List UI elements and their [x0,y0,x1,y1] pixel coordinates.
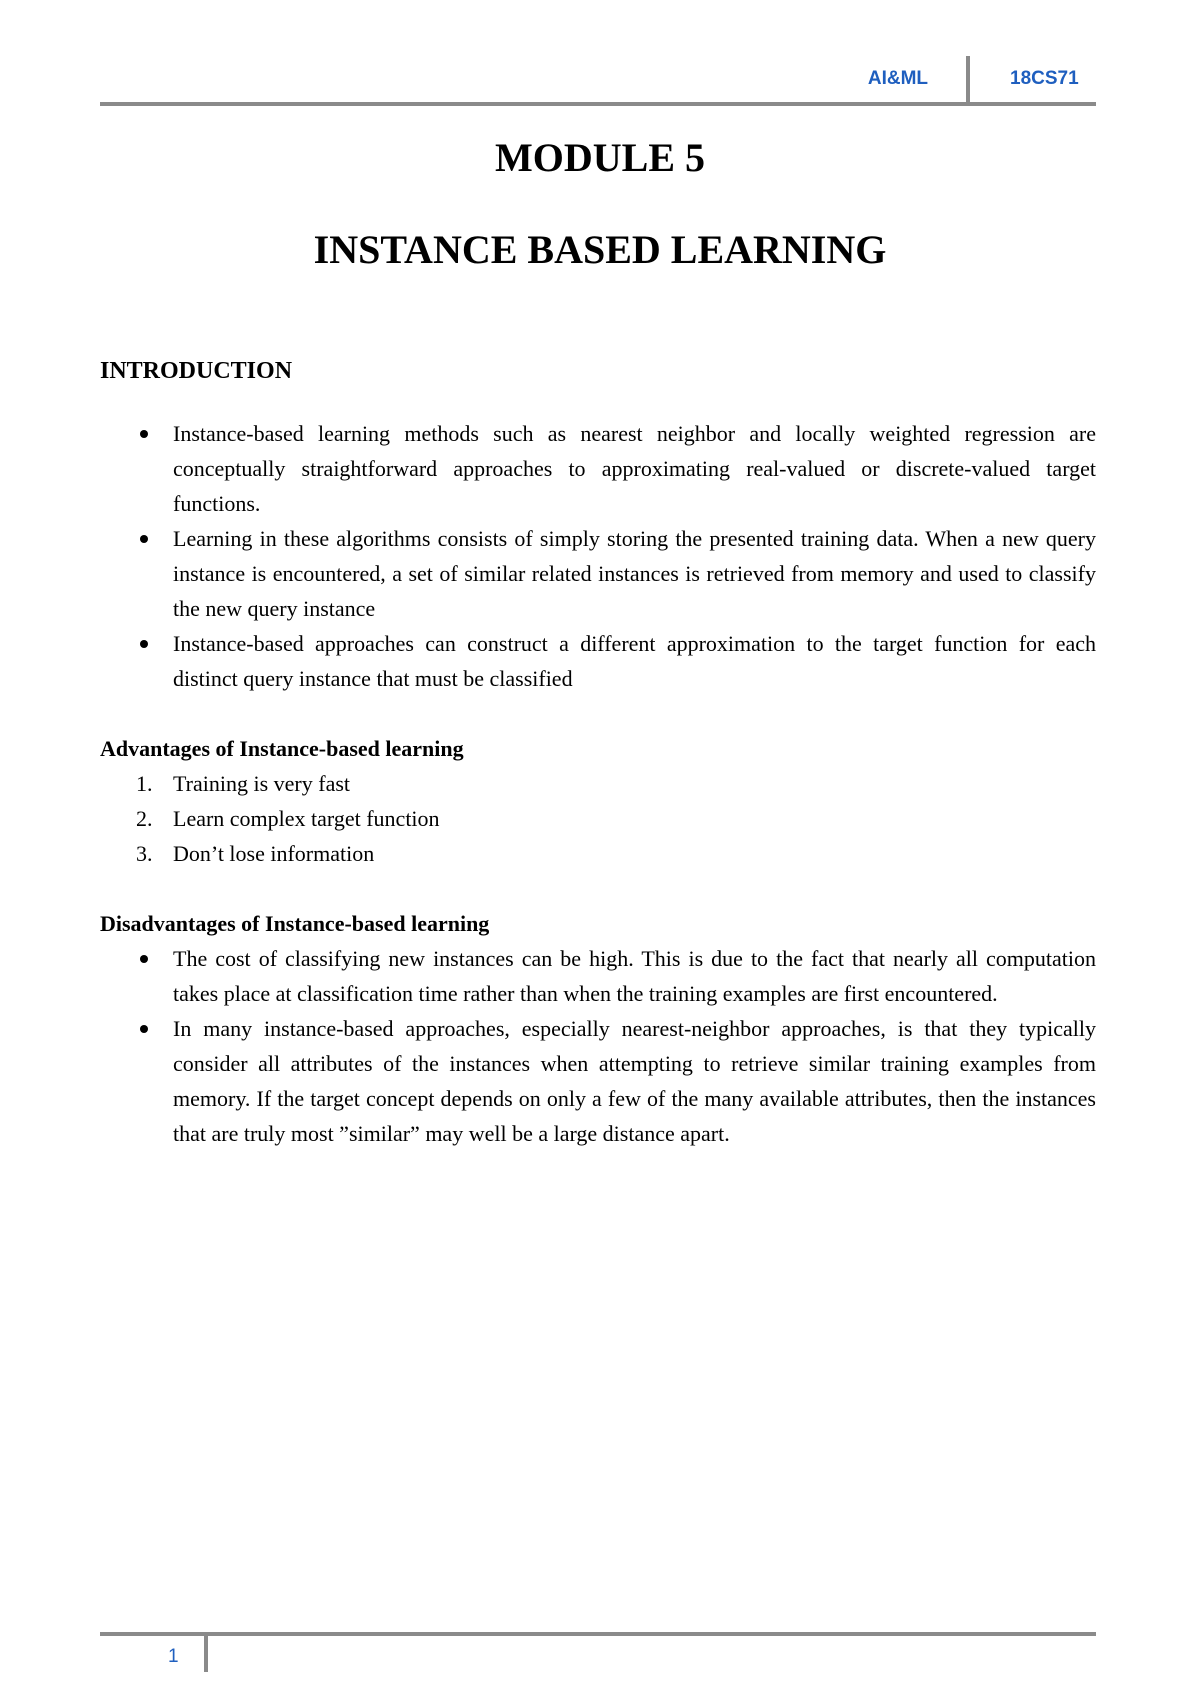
introduction-list [100,416,1096,696]
list-number: 3. [136,841,153,866]
list-number: 1. [136,771,153,796]
header-rule [100,102,1096,106]
footer-rule [100,1632,1096,1636]
list-item [100,1011,1096,1151]
bullet-icon [140,430,148,438]
advantages-list [100,766,1096,871]
list-item-text: Learning in these algorithms consists of simply storing the presented training data. When a new query instance is encountered, a set of similar related instances is retrieved from memory and used to classify the new query instance [173,526,1096,621]
list-number: 2. [136,806,153,831]
list-item-text: The cost of classifying new instances can be high. This is due to the fact that nearly all computation takes place at classification time rather than when the training examples are first encountered. [173,946,1096,1006]
list-item-text: Training is very fast [173,771,351,796]
list-item [100,941,1096,1011]
list-item [100,766,1096,801]
page-title: INSTANCE BASED LEARNING [313,227,887,272]
module-title: MODULE 5 [495,135,705,180]
list-item-text: Learn complex target function [173,806,440,831]
list-item-text: Instance-based approaches can construct a different approximation to the target function for each distinct query instance that must be classified [173,631,1096,691]
header-course-code: 18CS71 [1010,68,1079,89]
bullet-icon [140,535,148,543]
disadvantages-list [100,941,1096,1151]
list-item [100,416,1096,521]
header-divider [966,56,970,106]
footer-divider [204,1632,208,1672]
document-body [100,354,1096,1151]
list-item-text: Don’t lose information [173,841,375,866]
bullet-icon [140,1025,148,1033]
page-footer [100,1632,1096,1678]
list-item [100,521,1096,626]
bullet-icon [140,640,148,648]
list-item [100,801,1096,836]
disadvantages-heading: Disadvantages of Instance-based learning [100,911,490,936]
list-item-text: Instance-based learning methods such as nearest neighbor and locally weighted regression are conceptually straightforward approaches to approximating real-valued or discrete-valued target functions. [173,421,1096,516]
introduction-heading: INTRODUCTION [100,358,293,384]
bullet-icon [140,955,148,963]
page-number: 1 [168,1646,179,1667]
list-item [100,626,1096,696]
header-subject: AI&ML [867,68,928,89]
advantages-heading: Advantages of Instance-based learning [100,736,464,761]
page-header [100,56,1096,106]
list-item [100,836,1096,871]
spacer [100,696,1096,731]
list-item-text: In many instance-based approaches, especially nearest-neighbor approaches, is that they typically consider all attributes of the instances when attempting to retrieve similar training examples from memory. If the target concept depends on only a few of the many available attributes, then the instances that are truly most ”similar” may well be a large distance apart. [173,1016,1096,1146]
spacer [100,871,1096,906]
